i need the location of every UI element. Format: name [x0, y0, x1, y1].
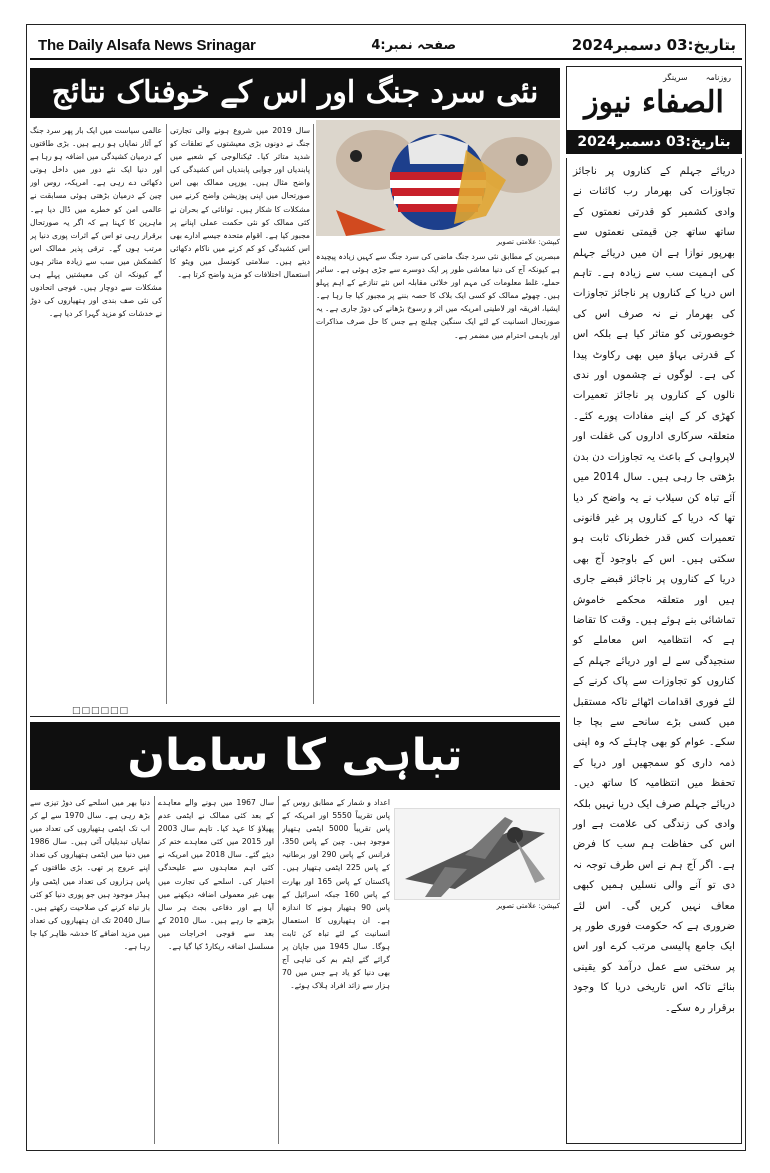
editorial-text: دریائے جہلم کے کناروں پر ناجائز تجاوزات کی بھرمار رب کائنات نے وادی کشمیر کو قدرتی نعمتوں کے ساتھ ساتھ جن قیمتی نعمتوں سے بھرپور نوازا ہے ان میں دریائے جہلم کی اہمیت سب سے زیادہ ہے۔ تاہم اس دریا کے کناروں پر ناجائز تجاوزات کی بھرمار نے نہ صرف اس کی خوبصورتی کو متاثر کیا ہے بلکہ اس کے قدرتی بہاؤ میں بھی رکاوٹ پیدا کی ہے۔ لوگوں نے چشموں اور ندی نالوں کے کناروں پر ناجائز تعمیرات کھڑی کر کے اپنے مفادات پورے کئے۔ متعلقہ سرکاری اداروں کی غفلت اور لاپرواہی کے باعث یہ تجاوزات دن بدن بڑھتی جا رہی ہیں۔ سال 2014 میں آئے تباہ کن سیلاب نے یہ واضح کر دیا تھا کہ دریا کے کناروں پر غیر قانونی تعمیرات کس قدر خطرناک ثابت ہو سکتی ہیں۔ اس کے باوجود آج بھی دریا کے کناروں پر ناجائز قبضے جاری ہیں اور متعلقہ محکمے خاموش تماشائی بنے ہوئے ہیں۔ وقت کا تقاضا ہے کہ انتظامیہ اس معاملے کو سنجیدگی سے لے اور دریائے جہلم کے کناروں کو تجاوزات سے پاک کرنے کے لئے فوری اقدامات اٹھائے تاکہ مستقبل میں کسی بڑے سانحے سے بچا جا سکے۔ عوام کو بھی چاہئے کہ وہ اپنی ذمہ داری کو سمجھیں اور دریا کے تحفظ میں انتظامیہ کا ساتھ دیں۔ دریائے جہلم صرف ایک دریا نہیں بلکہ وادی کی زندگی کی علامت ہے اور اس کی حفاظت ہم سب کا فرض ہے۔ اگر آج ہم نے اس طرف توجہ نہ دی تو آنے والی نسلیں ہمیں کبھی معاف نہیں کریں گی۔ اس لئے ضروری ہے کہ حکومت فوری طور پر ایک جامع پالیسی مرتب کرے اور اس پر سختی سے عمل درآمد کو یقینی بنائے تاکہ اس تاریخی دریا کا وجود برقرار رہ سکے۔ [573, 166, 735, 1014]
page-header [30, 32, 742, 60]
editorial-column [566, 158, 742, 1144]
masthead-kicker: روزنامہ [705, 73, 731, 82]
top-article-col-3 [316, 250, 560, 704]
top-col-2-text: سال 2019 میں شروع ہونے والی تجارتی جنگ نے دونوں بڑی معیشتوں کے تعلقات کو شدید متاثر کیا۔ ٹیکنالوجی کے شعبے میں پابندیاں اور جوابی پابندیاں اس کشیدگی کی واضح مثال ہیں۔ یورپی ممالک بھی اس صورتحال میں اپنی پوزیشن واضح کرنے میں مشکلات کا شکار ہیں۔ توانائی کے بحران نے کئی ممالک کو نئی حکمت عملی اپنانے پر مجبور کیا ہے۔ اقوام متحدہ جیسے ادارے بھی اس کشیدگی کو کم کرنے میں ناکام دکھائی دیتے ہیں۔ سلامتی کونسل میں ویٹو کا استعمال اختلافات کو مزید واضح کرتا ہے۔ [170, 126, 310, 280]
top-article-col-2 [170, 124, 310, 704]
top-article-headline: نئی سرد جنگ اور اس کے خوفناک نتائج [30, 68, 560, 118]
header-date: بتاریخ:03 دسمبر2024 [571, 36, 736, 54]
flag-mask-illustration [316, 120, 560, 236]
masthead-title: الصفاء نیوز [584, 85, 724, 120]
flag-mask-image [316, 120, 560, 236]
end-marker: □□□□□□ [72, 706, 130, 716]
page-number: صفحہ نمبر:4 [371, 37, 457, 53]
masthead-place: سرینگر [663, 73, 688, 82]
fighter-jet-illustration [395, 809, 560, 900]
column-divider [278, 796, 279, 1144]
column-divider [313, 124, 314, 704]
section-divider [30, 716, 560, 717]
bottom-photo-caption: کیپشن: علامتی تصویر [496, 902, 560, 910]
masthead-date: بتاریخ:03 دسمبر2024 [566, 130, 742, 154]
paper-name: The Daily Alsafa News Srinagar [38, 36, 256, 54]
bottom-col-2-text: سال 1967 میں ہونے والے معاہدے کے بعد کئی ممالک نے ایٹمی عدم پھیلاؤ کا عہد کیا۔ تاہم سال 2003 اور 2015 میں کئی معاہدے ختم کر دیئے گئے۔ سال 2018 میں امریکہ نے کئی اہم معاہدوں سے علیحدگی اختیار کی۔ اسلحے کی تجارت میں بھی غیر معمولی اضافہ دیکھنے میں آیا ہے اور دفاعی بجٹ ہر سال بڑھتے جا رہے ہیں۔ سال 2010 کے بعد سے فوجی اخراجات میں مسلسل اضافہ ریکارڈ کیا گیا ہے۔ [158, 798, 274, 952]
top-col-3-text: مبصرین کے مطابق نئی سرد جنگ ماضی کی سرد جنگ سے کہیں زیادہ پیچیدہ ہے کیونکہ آج کی دنیا معاشی طور پر ایک دوسرے سے جڑی ہوئی ہے۔ سائبر حملے، غلط معلومات کی مہم اور خلائی مقابلہ اس نئے تنازعے کے اہم پہلو ہیں۔ چھوٹے ممالک کو کسی ایک بلاک کا حصہ بننے پر مجبور کیا جا رہا ہے۔ ایشیا، افریقہ اور لاطینی امریکہ میں اثر و رسوخ بڑھانے کی دوڑ جاری ہے۔ یہ صورتحال انسانیت کے لئے ایک سنگین چیلنج ہے جس کا حل صرف مذاکرات اور باہمی احترام میں مضمر ہے۔ [316, 252, 560, 340]
top-col-1-text: عالمی سیاست میں ایک بار پھر سرد جنگ کے آثار نمایاں ہو رہے ہیں۔ بڑی طاقتوں کے درمیان کشیدگی میں اضافہ ہو رہا ہے اور دنیا ایک نئے دور میں داخل ہوتی دکھائی دے رہی ہے۔ امریکہ، روس اور چین کے درمیان بڑھتی ہوئی مسابقت نے عالمی امن کو خطرے میں ڈال دیا ہے۔ ماہرین کا کہنا ہے کہ اگر یہ صورتحال برقرار رہی تو اس کے اثرات پوری دنیا پر مرتب ہوں گے۔ ترقی پذیر ممالک اس کشمکش میں سب سے زیادہ متاثر ہوں گے کیونکہ ان کی معیشتیں پہلے ہی مشکلات سے دوچار ہیں۔ فوجی اتحادوں کی نئی صف بندی اور ہتھیاروں کی دوڑ نے خدشات کو مزید گہرا کر دیا ہے۔ [30, 126, 162, 319]
bottom-article-col-1 [30, 796, 150, 1144]
bottom-article-headline: تباہی کا سامان [30, 722, 560, 790]
top-article-col-1 [30, 124, 162, 704]
column-divider [166, 124, 167, 704]
bottom-article-col-2 [158, 796, 274, 1144]
column-divider [154, 796, 155, 1144]
masthead [566, 66, 742, 140]
bottom-article-col-3 [282, 796, 390, 1144]
fighter-jet-image [394, 808, 560, 900]
bottom-col-3-text: اعداد و شمار کے مطابق روس کے پاس تقریباً 5550 اور امریکہ کے پاس تقریباً 5000 ایٹمی ہتھیار موجود ہیں۔ چین کے پاس 350، فرانس کے پاس 290 اور برطانیہ کے پاس 225 ایٹمی ہتھیار ہیں۔ پاکستان کے پاس 165 اور بھارت کے پاس 160 جبکہ اسرائیل کے پاس 90 ہتھیار ہونے کا اندازہ ہے۔ ان ہتھیاروں کا استعمال انسانیت کے لئے تباہ کن ثابت ہوگا۔ سال 1945 میں جاپان پر گرائے گئے ایٹم بم کی تباہی آج بھی دنیا کو یاد ہے جس میں 70 ہزار سے زائد افراد ہلاک ہوئے۔ [282, 798, 390, 991]
bottom-col-1-text: دنیا بھر میں اسلحے کی دوڑ تیزی سے بڑھ رہی ہے۔ سال 1970 سے لے کر اب تک ایٹمی ہتھیاروں کی تعداد میں نمایاں تبدیلیاں آئی ہیں۔ سال 1986 میں دنیا میں ایٹمی ہتھیاروں کی تعداد اپنے عروج پر تھی۔ بڑی طاقتوں کے پاس ہزاروں کی تعداد میں ایٹمی وار ہیڈز موجود ہیں جو پوری دنیا کو کئی بار تباہ کرنے کی صلاحیت رکھتے ہیں۔ سال 2040 تک ان ہتھیاروں کی تعداد میں مزید اضافے کا خدشہ ظاہر کیا جا رہا ہے۔ [30, 798, 150, 952]
top-photo-caption: کیپشن: علامتی تصویر [496, 238, 560, 246]
